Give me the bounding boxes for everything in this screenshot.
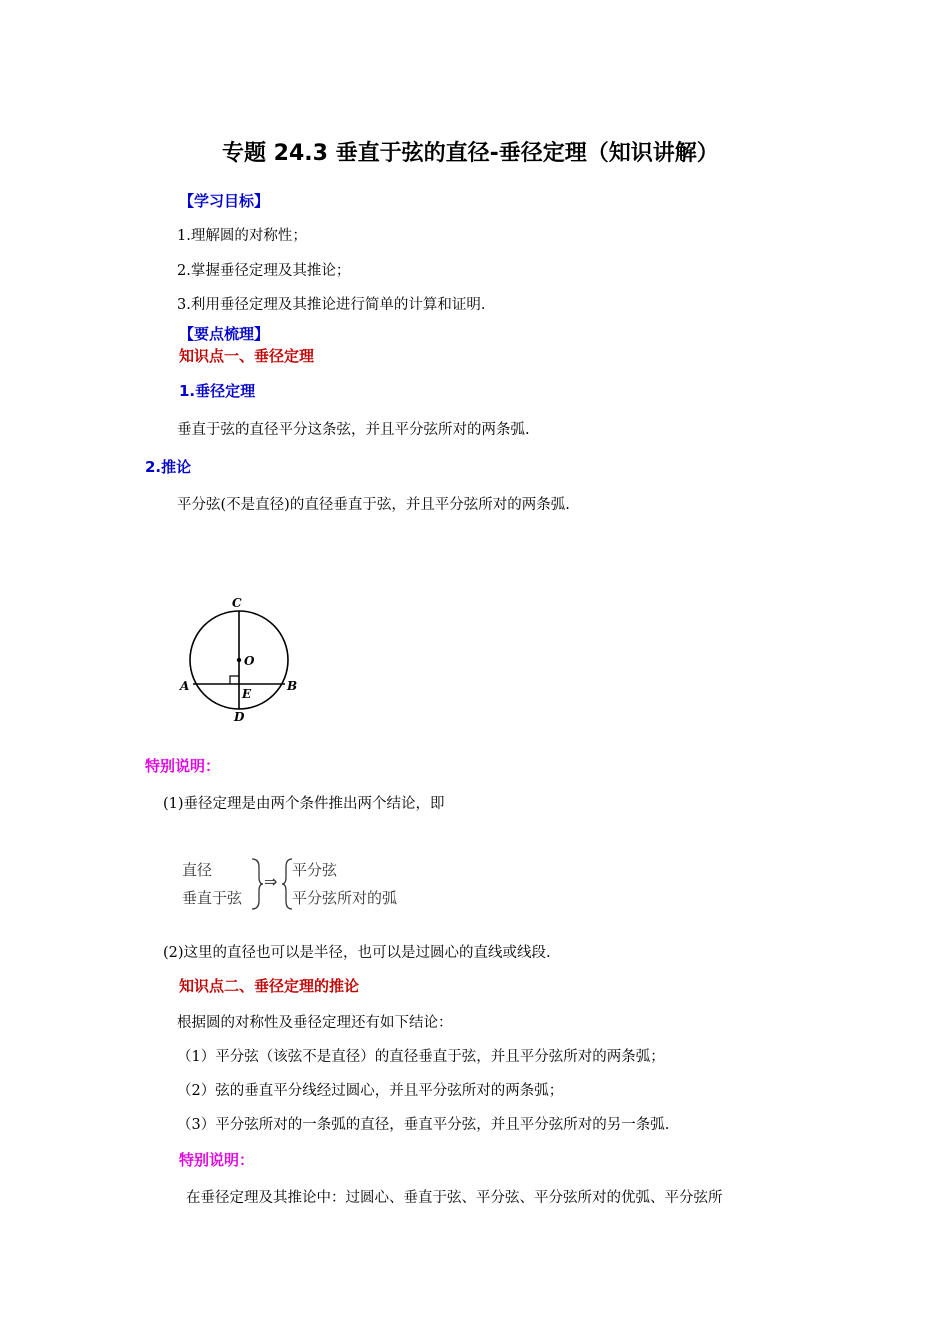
label-a: A xyxy=(180,679,190,693)
circle-figure xyxy=(170,590,310,730)
label-o: O xyxy=(244,654,255,668)
kp1-s1-text: 垂直于弦的直径平分这条弦，并且平分弦所对的两条弧. xyxy=(177,422,530,438)
note2-heading: 特别说明： xyxy=(179,1151,255,1169)
result-bisect-arc: 平分弦所对的弧 xyxy=(292,889,398,907)
kp2-item-2: （2）弦的垂直平分线经过圆心，并且平分弦所对的两条弧； xyxy=(177,1083,564,1099)
kp2-heading: 知识点二、垂径定理的推论 xyxy=(179,977,360,995)
kp1-s2-text: 平分弦(不是直径)的直径垂直于弦，并且平分弦所对的两条弧. xyxy=(177,497,570,513)
kp1-heading: 知识点一、垂径定理 xyxy=(179,347,315,365)
kp2-item-1: （1）平分弦（该弦不是直径）的直径垂直于弦，并且平分弦所对的两条弧； xyxy=(177,1049,665,1065)
label-b: B xyxy=(287,679,298,693)
right-angle-mark xyxy=(230,676,239,684)
note1-heading: 特别说明： xyxy=(145,757,221,775)
right-brace xyxy=(250,857,264,911)
summary-heading: 【要点梳理】 xyxy=(179,325,270,343)
kp1-s1-heading: 1.垂径定理 xyxy=(179,382,256,400)
center-point xyxy=(237,658,241,662)
cond-perpendicular: 垂直于弦 xyxy=(182,889,243,907)
brace-diagram xyxy=(178,855,418,915)
goal-item-2: 2.掌握垂径定理及其推论； xyxy=(177,263,351,279)
label-e: E xyxy=(242,687,252,701)
note1-item2: (2)这里的直径也可以是半径，也可以是过圆心的直线或线段. xyxy=(163,945,551,961)
implies-arrow: ⇒ xyxy=(264,872,278,891)
note1-item1: (1)垂径定理是由两个条件推出两个结论，即 xyxy=(163,796,445,812)
page-title: 专题 24.3 垂直于弦的直径-垂径定理（知识讲解） xyxy=(222,141,719,166)
kp2-intro: 根据圆的对称性及垂径定理还有如下结论： xyxy=(177,1015,453,1031)
goals-heading: 【学习目标】 xyxy=(179,192,270,210)
kp2-item-3: （3）平分弦所对的一条弧的直径，垂直平分弦，并且平分弦所对的另一条弧. xyxy=(177,1117,670,1133)
cond-diameter: 直径 xyxy=(182,861,213,879)
goal-item-3: 3.利用垂径定理及其推论进行简单的计算和证明. xyxy=(177,297,486,313)
label-d: D xyxy=(234,710,245,724)
note2-text: 在垂径定理及其推论中：过圆心、垂直于弦、平分弦、平分弦所对的优弧、平分弦所 xyxy=(186,1190,723,1206)
kp1-s2-heading: 2.推论 xyxy=(145,458,192,476)
goal-item-1: 1.理解圆的对称性； xyxy=(177,228,307,244)
result-bisect-chord: 平分弦 xyxy=(292,861,338,879)
label-c: C xyxy=(232,596,242,610)
